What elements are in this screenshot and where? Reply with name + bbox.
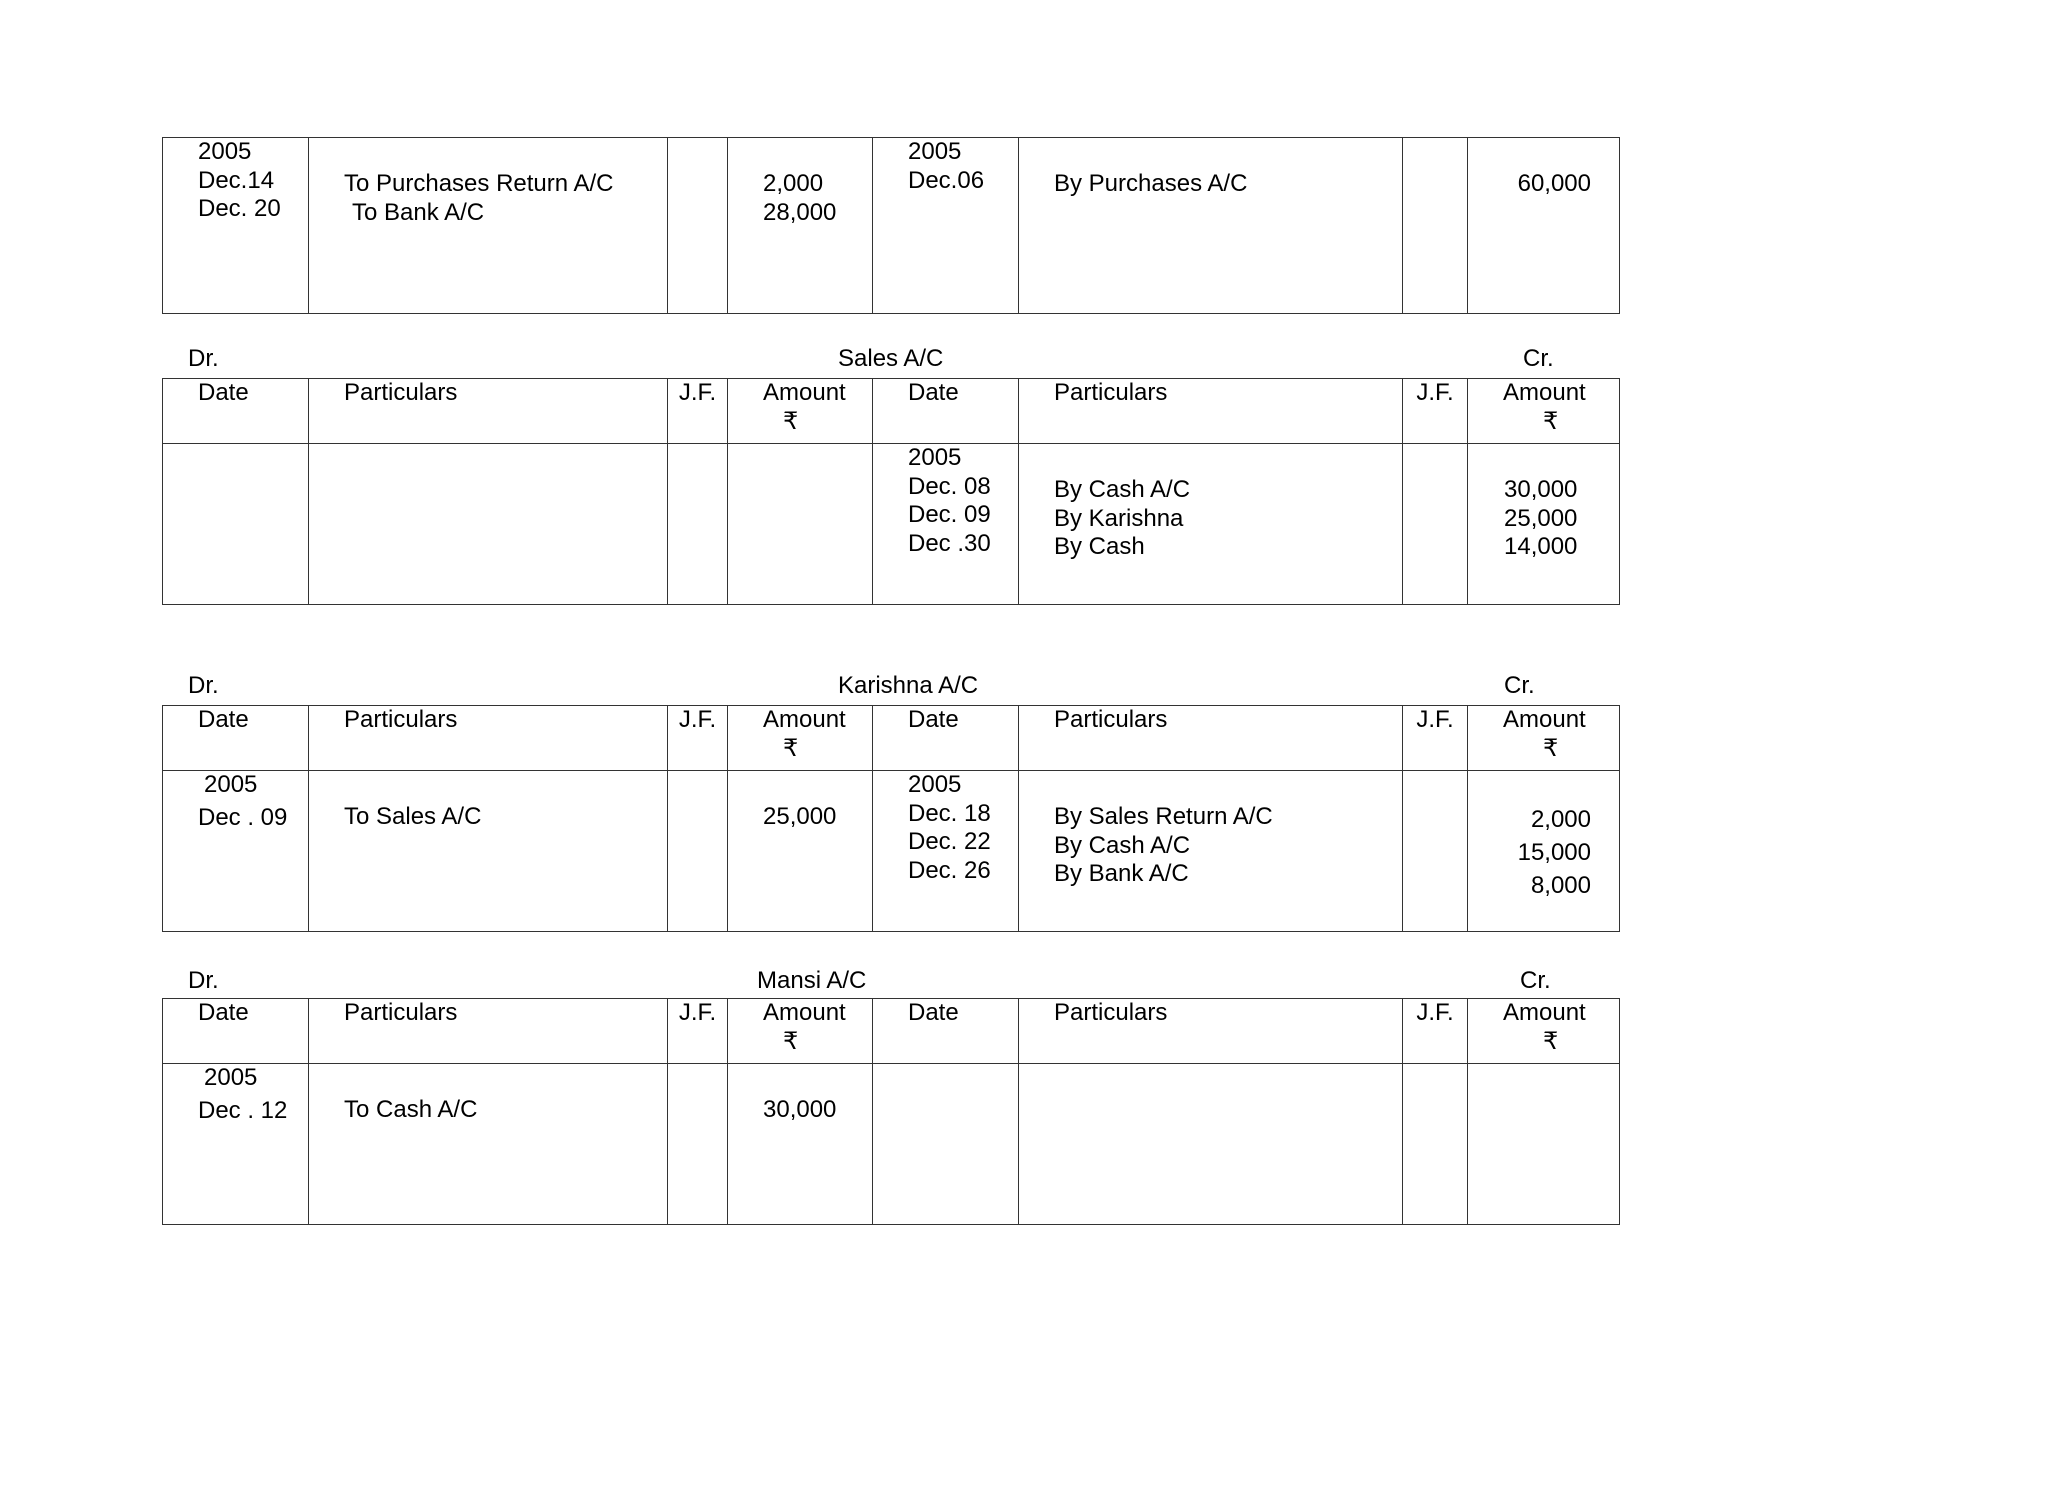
col-jf: J.F. — [1403, 999, 1468, 1064]
credit-jf-cell — [1403, 444, 1468, 605]
debit-date-cell — [163, 138, 309, 314]
debit-particular: To Bank A/C — [352, 198, 485, 226]
debit-date: Dec.14 — [198, 166, 275, 194]
credit-year: 2005 — [908, 138, 962, 165]
debit-particulars-cell — [309, 1064, 668, 1225]
credit-jf-cell — [1403, 138, 1468, 314]
col-amount: Amount ₹ — [728, 706, 873, 771]
karishna-cr-label: Cr. — [1504, 672, 1535, 699]
sales-ledger-table — [162, 378, 1620, 605]
debit-particulars-cell — [309, 138, 668, 314]
credit-amount: 2,000 — [1530, 806, 1591, 833]
debit-particular: To Purchases Return A/C — [344, 170, 614, 197]
credit-year: 2005 — [908, 771, 962, 798]
col-particulars: Particulars — [309, 706, 668, 771]
credit-amount-cell — [1468, 138, 1620, 314]
col-particulars: Particulars — [309, 379, 668, 444]
debit-year: 2005 — [198, 138, 252, 165]
credit-particular: By Cash A/C — [1054, 476, 1191, 503]
credit-date-cell — [873, 771, 1019, 932]
credit-particular: By Karishna — [1054, 504, 1184, 532]
credit-particulars-cell — [1019, 138, 1403, 314]
debit-amount-cell — [728, 771, 873, 932]
credit-date-cell — [873, 1064, 1019, 1225]
debit-amount-cell — [728, 1064, 873, 1225]
karishna-dr-label: Dr. — [188, 672, 219, 699]
credit-date-cell — [873, 444, 1019, 605]
debit-amount-cell — [728, 444, 873, 605]
credit-amount-cell — [1468, 1064, 1620, 1225]
col-date: Date — [873, 999, 1019, 1064]
debit-particular: To Sales A/C — [344, 803, 482, 830]
rupee-symbol: ₹ — [783, 734, 799, 762]
col-particulars: Particulars — [1019, 379, 1403, 444]
mansi-ledger-table — [162, 998, 1620, 1225]
debit-year: 2005 — [204, 1064, 258, 1091]
debit-date: Dec . 09 — [198, 803, 288, 831]
col-amount: Amount ₹ — [1468, 999, 1620, 1064]
debit-jf-cell — [668, 1064, 728, 1225]
sales-ledger-title: Sales A/C — [838, 345, 944, 372]
debit-particulars-cell — [309, 444, 668, 605]
debit-date: Dec . 12 — [198, 1096, 288, 1124]
credit-amount: 14,000 — [1504, 533, 1578, 560]
credit-amount: 15,000 — [1517, 839, 1591, 866]
col-date: Date — [873, 706, 1019, 771]
credit-date-cell — [873, 138, 1019, 314]
debit-jf-cell — [668, 771, 728, 932]
credit-date: Dec.06 — [908, 166, 985, 194]
debit-date-cell — [163, 1064, 309, 1225]
karishna-ledger-title: Karishna A/C — [838, 672, 979, 699]
credit-date: Dec .30 — [908, 529, 991, 557]
debit-date-cell — [163, 444, 309, 605]
rupee-symbol: ₹ — [1543, 407, 1559, 435]
credit-year: 2005 — [908, 444, 962, 471]
debit-amount: 2,000 — [763, 170, 824, 197]
mansi-dr-label: Dr. — [188, 967, 219, 994]
debit-particulars-cell — [309, 771, 668, 932]
debit-date-cell — [163, 771, 309, 932]
rupee-symbol: ₹ — [783, 407, 799, 435]
credit-particular: By Purchases A/C — [1054, 170, 1248, 197]
col-amount: Amount ₹ — [728, 999, 873, 1064]
col-date: Date — [873, 379, 1019, 444]
karishna-ledger-table — [162, 705, 1620, 932]
credit-amount-cell — [1468, 771, 1620, 932]
credit-date: Dec. 18 — [908, 799, 991, 827]
col-jf: J.F. — [1403, 706, 1468, 771]
debit-amount-cell — [728, 138, 873, 314]
debit-jf-cell — [668, 138, 728, 314]
credit-date: Dec. 09 — [908, 501, 991, 528]
debit-jf-cell — [668, 444, 728, 605]
col-jf: J.F. — [668, 999, 728, 1064]
debit-amount: 25,000 — [763, 803, 837, 830]
col-particulars: Particulars — [1019, 999, 1403, 1064]
credit-particular: By Cash — [1054, 533, 1145, 560]
debit-amount: 30,000 — [763, 1096, 837, 1123]
col-date: Date — [163, 706, 309, 771]
credit-amount: 30,000 — [1504, 476, 1578, 503]
col-date: Date — [163, 999, 309, 1064]
rupee-symbol: ₹ — [1543, 1027, 1559, 1055]
rupee-symbol: ₹ — [783, 1027, 799, 1055]
credit-particular: By Cash A/C — [1054, 831, 1191, 859]
col-amount: Amount ₹ — [1468, 379, 1620, 444]
credit-amount: 25,000 — [1504, 504, 1578, 532]
purchases-ledger-continuation — [162, 137, 1620, 314]
mansi-ledger-title: Mansi A/C — [757, 967, 867, 994]
credit-amount: 8,000 — [1530, 872, 1591, 899]
credit-amount-cell — [1468, 444, 1620, 605]
debit-amount: 28,000 — [763, 198, 837, 226]
credit-amount: 60,000 — [1517, 170, 1591, 197]
credit-date: Dec. 08 — [908, 472, 991, 500]
col-amount: Amount ₹ — [728, 379, 873, 444]
col-jf: J.F. — [668, 706, 728, 771]
credit-particulars-cell — [1019, 444, 1403, 605]
col-amount: Amount ₹ — [1468, 706, 1620, 771]
sales-cr-label: Cr. — [1523, 345, 1554, 372]
credit-jf-cell — [1403, 1064, 1468, 1225]
mansi-cr-label: Cr. — [1520, 967, 1551, 994]
sales-dr-label: Dr. — [188, 345, 219, 372]
col-date: Date — [163, 379, 309, 444]
credit-particulars-cell — [1019, 771, 1403, 932]
credit-date: Dec. 26 — [908, 856, 991, 884]
rupee-symbol: ₹ — [1543, 734, 1559, 762]
credit-particular: By Bank A/C — [1054, 860, 1189, 887]
debit-date: Dec. 20 — [198, 195, 281, 222]
col-particulars: Particulars — [309, 999, 668, 1064]
credit-particular: By Sales Return A/C — [1054, 803, 1273, 830]
col-jf: J.F. — [668, 379, 728, 444]
debit-particular: To Cash A/C — [344, 1096, 478, 1123]
col-jf: J.F. — [1403, 379, 1468, 444]
credit-particulars-cell — [1019, 1064, 1403, 1225]
debit-year: 2005 — [204, 771, 258, 798]
credit-date: Dec. 22 — [908, 828, 991, 855]
credit-jf-cell — [1403, 771, 1468, 932]
col-particulars: Particulars — [1019, 706, 1403, 771]
